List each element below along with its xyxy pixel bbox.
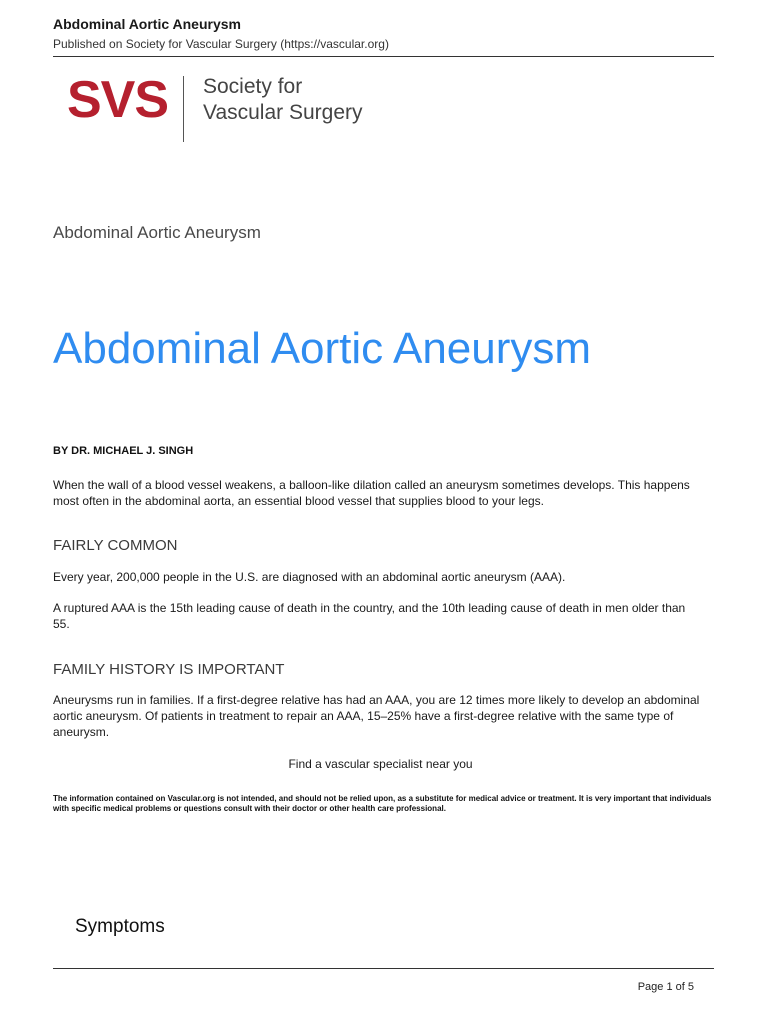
svs-logo[interactable] bbox=[67, 72, 387, 144]
section-heading-fairly-common: FAIRLY COMMON bbox=[53, 537, 178, 554]
header-divider bbox=[53, 56, 714, 57]
logo-line-2: Vascular Surgery bbox=[203, 101, 363, 124]
logo-line-1: Society for bbox=[203, 75, 303, 98]
logo-divider bbox=[183, 76, 184, 142]
page-number: Page 1 of 5 bbox=[637, 981, 694, 993]
symptoms-heading[interactable]: Symptoms bbox=[75, 916, 165, 937]
print-header-source: Published on Society for Vascular Surgery (https://vascular.org) bbox=[53, 37, 389, 51]
logo-mark: SVS bbox=[67, 71, 169, 129]
find-specialist-link[interactable]: Find a vascular specialist near you bbox=[288, 757, 473, 771]
section-heading-family-history: FAMILY HISTORY IS IMPORTANT bbox=[53, 661, 285, 678]
intro-paragraph: When the wall of a blood vessel weakens, a balloon-like dilation called an aneurysm sometimes develops. This happens most often in the abdominal aorta, an essential blood vessel that supplies blood to your legs. bbox=[53, 478, 690, 508]
page-title: Abdominal Aortic Aneurysm bbox=[53, 324, 592, 373]
paragraph: Aneurysms run in families. If a first-degree relative has had an AAA, you are 12 times more likely to develop an abdominal aortic aneurysm. Of patients in treatment to repair an AAA, 15–25% have a first-degree relative with the same type of aneurysm. bbox=[53, 693, 700, 739]
footer-divider bbox=[53, 968, 714, 969]
logo-wordmark bbox=[203, 74, 363, 126]
paragraph: A ruptured AAA is the 15th leading cause of death in the country, and the 10th leading cause of death in men older than 55. bbox=[53, 601, 686, 631]
breadcrumb: Abdominal Aortic Aneurysm bbox=[53, 223, 261, 242]
print-header-title: Abdominal Aortic Aneurysm bbox=[53, 16, 241, 32]
paragraph: Every year, 200,000 people in the U.S. are diagnosed with an abdominal aortic aneurysm (AAA). bbox=[53, 570, 566, 584]
author-byline: BY DR. MICHAEL J. SINGH bbox=[53, 445, 194, 457]
medical-disclaimer: The information contained on Vascular.org is not intended, and should not be relied upon, as a substitute for medical advice or treatment. It is very important that individuals with specific medical problems or questions consult with their doctor or other health care professional. bbox=[53, 794, 712, 813]
